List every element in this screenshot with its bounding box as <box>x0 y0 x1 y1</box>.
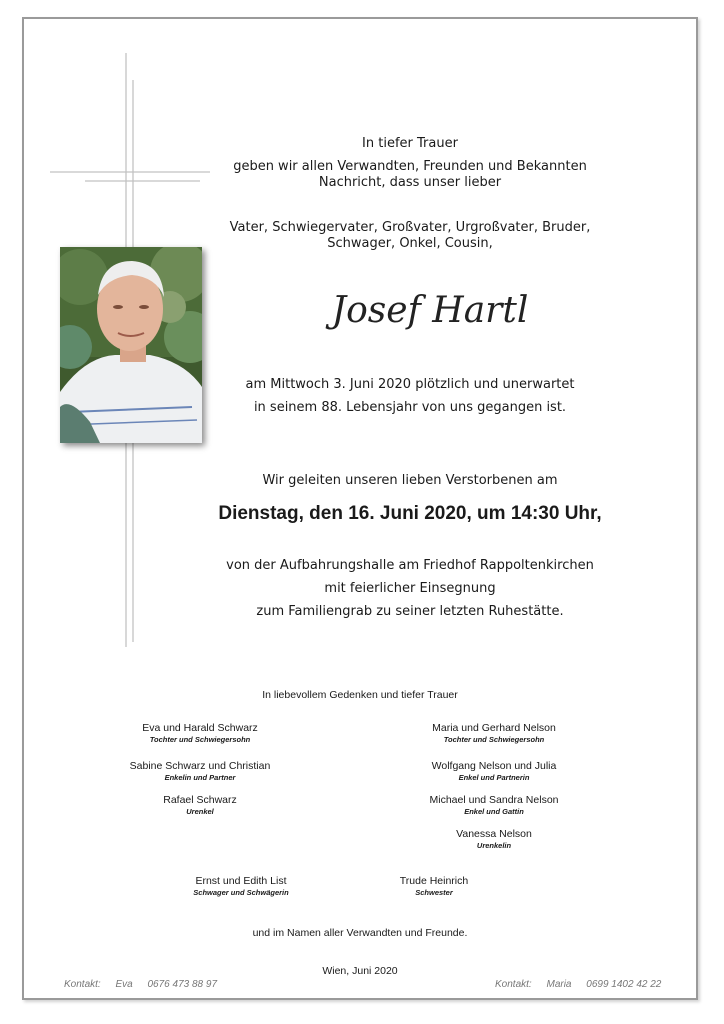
deceased-name: Josef Hartl <box>331 290 529 331</box>
mourner-right-2 <box>394 760 594 783</box>
mourner-left-1 <box>100 722 300 745</box>
relations-line-1: Vater, Schwiegervater, Großvater, Urgroßvater, Bruder, <box>229 220 591 235</box>
mourner-left-3 <box>100 794 300 817</box>
death-line-2: in seinem 88. Lebensjahr von uns gegangen ist. <box>253 400 567 415</box>
mourner-name: Rafael Schwarz <box>163 794 237 806</box>
contact-label: Kontakt: <box>64 979 101 990</box>
mourner-name: Vanessa Nelson <box>456 828 532 840</box>
mourner-name: Eva und Harald Schwarz <box>142 722 258 734</box>
mourner-name: Trude Heinrich <box>399 875 469 887</box>
ceremony-line-1: von der Aufbahrungshalle am Friedhof Rappoltenkirchen <box>226 558 594 573</box>
mourner-left-2 <box>100 760 300 783</box>
intro-line-1: In tiefer Trauer <box>362 136 458 151</box>
mourner-relation: Enkel und Partnerin <box>458 773 530 782</box>
mourner-name: Michael und Sandra Nelson <box>429 794 559 806</box>
contact-left <box>64 979 217 990</box>
contact-phone: 0699 1402 42 22 <box>586 979 662 990</box>
mourner-relation: Tochter und Schwiegersohn <box>149 735 251 744</box>
contact-right <box>495 979 661 990</box>
mourner-relation: Enkel und Gattin <box>464 807 524 816</box>
mourners-heading: In liebevollem Gedenken und tiefer Trauer <box>262 689 458 701</box>
mourner-name: Maria und Gerhard Nelson <box>432 722 556 734</box>
intro-line-3: Nachricht, dass unser lieber <box>318 175 502 190</box>
death-line-1: am Mittwoch 3. Juni 2020 plötzlich und unerwartet <box>245 377 575 392</box>
ceremony-line-3: zum Familiengrab zu seiner letzten Ruhestätte. <box>256 604 564 619</box>
closing-text: und im Namen aller Verwandten und Freunde. <box>252 927 468 939</box>
contact-name: Maria <box>546 979 572 990</box>
accompany-text: Wir geleiten unseren lieben Verstorbenen am <box>262 473 558 488</box>
ceremony-line-2: mit feierlicher Einsegnung <box>324 581 496 596</box>
mourner-relation: Tochter und Schwiegersohn <box>443 735 545 744</box>
mourner-right-1 <box>394 722 594 745</box>
mourner-bottom-1 <box>141 875 341 898</box>
place-date: Wien, Juni 2020 <box>322 965 398 977</box>
mourner-name: Ernst und Edith List <box>195 875 287 887</box>
mourner-bottom-2 <box>334 875 534 898</box>
mourner-right-3 <box>394 794 594 817</box>
mourner-name: Wolfgang Nelson und Julia <box>431 760 557 772</box>
funeral-date: Dienstag, den 16. Juni 2020, um 14:30 Uhr, <box>218 503 602 524</box>
contact-label: Kontakt: <box>495 979 532 990</box>
contact-phone: 0676 473 88 97 <box>147 979 218 990</box>
mourner-right-4 <box>394 828 594 851</box>
mourner-relation: Urenkelin <box>476 841 512 850</box>
mourner-relation: Enkelin und Partner <box>164 773 236 782</box>
deceased-portrait <box>60 247 202 443</box>
mourner-relation: Schwester <box>415 888 453 897</box>
mourner-name: Sabine Schwarz und Christian <box>129 760 271 772</box>
intro-line-2: geben wir allen Verwandten, Freunden und Bekannten <box>233 159 587 174</box>
relations-line-2: Schwager, Onkel, Cousin, <box>327 236 493 251</box>
mourner-relation: Schwager und Schwägerin <box>193 888 289 897</box>
contact-name: Eva <box>115 979 133 990</box>
mourner-relation: Urenkel <box>186 807 214 816</box>
